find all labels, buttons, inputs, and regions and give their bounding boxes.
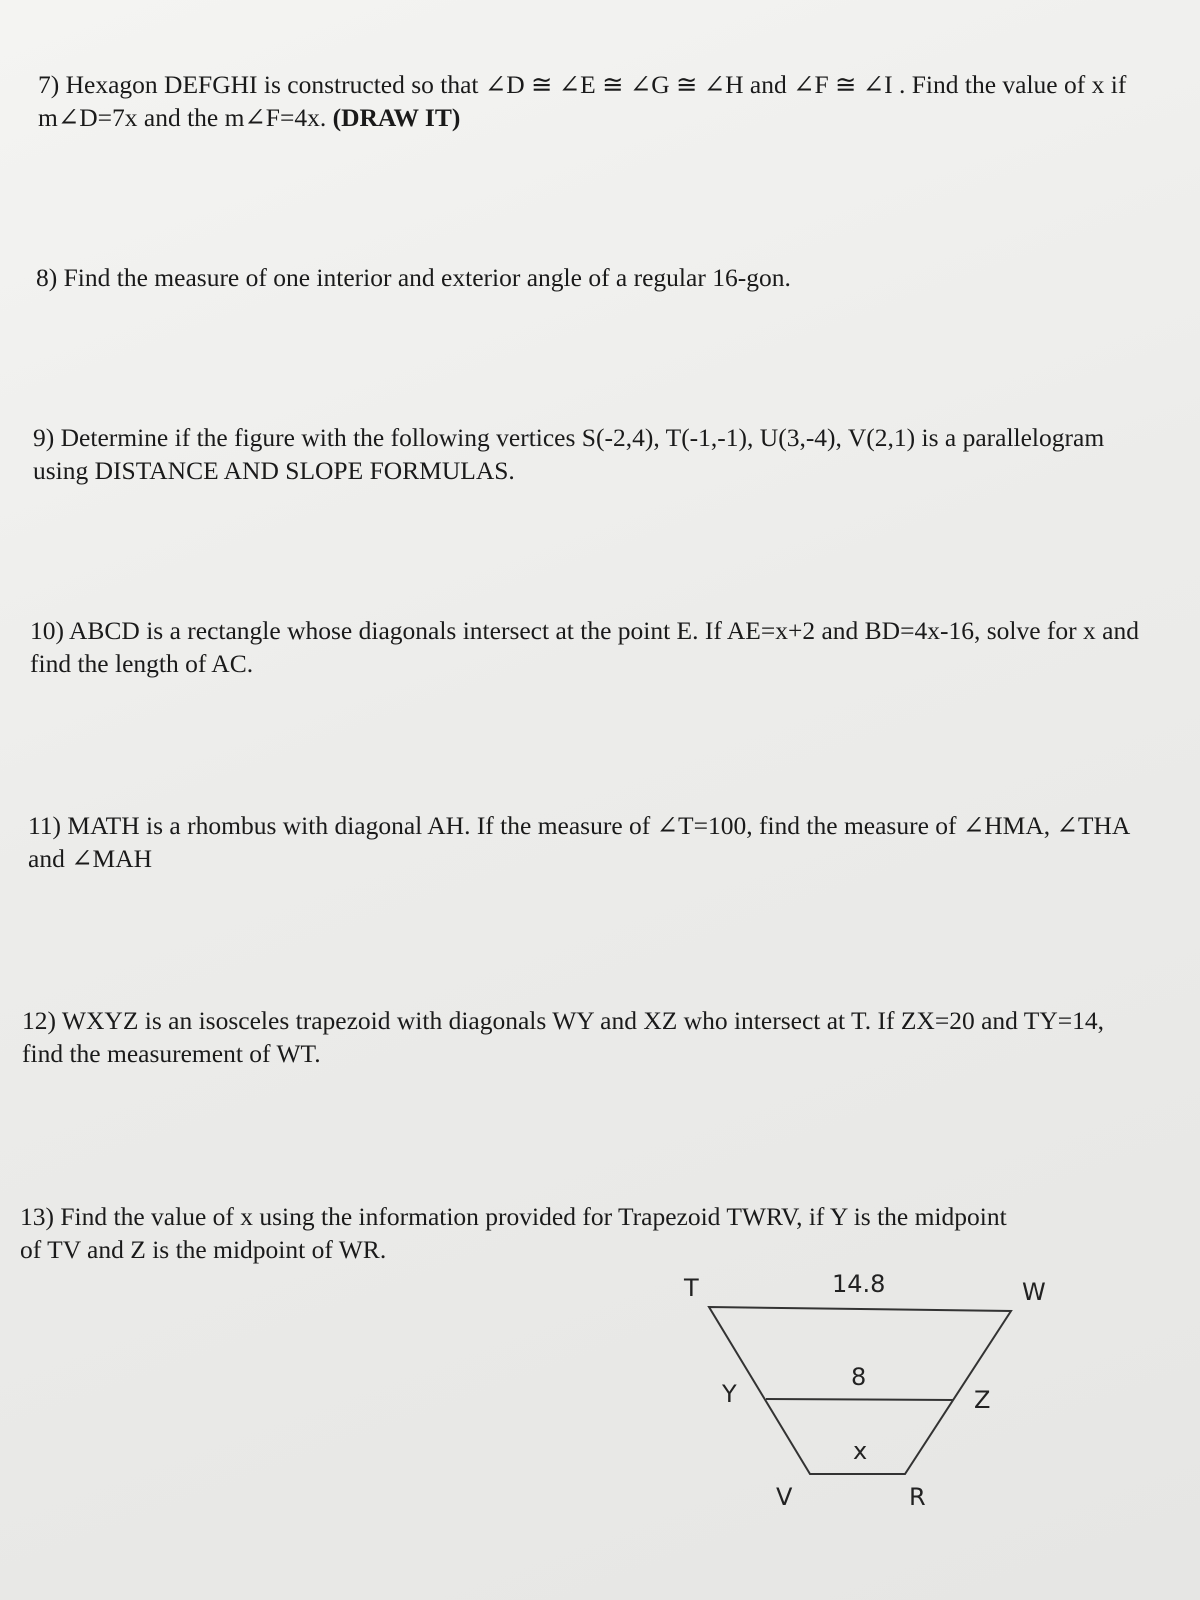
bottom-base-label: x xyxy=(853,1437,868,1465)
question-number: 7) xyxy=(38,70,60,99)
vertex-label-v: V xyxy=(776,1483,793,1511)
question-text: MATH is a rhombus with diagonal AH. If the measure of ∠T=100, find the measure of ∠HMA, ∠THA and ∠MAH xyxy=(28,811,1129,873)
question-number: 9) xyxy=(33,423,55,452)
question-text: WXYZ is an isosceles trapezoid with diagonals WY and XZ who intersect at T. If ZX=20 and TY=14, find the measurement of WT. xyxy=(22,1006,1105,1068)
vertex-label-t: T xyxy=(684,1274,699,1302)
vertex-label-z: Z xyxy=(974,1386,991,1414)
midsegment-yz xyxy=(766,1399,953,1400)
vertex-label-y: Y xyxy=(722,1380,737,1408)
question-text: Determine if the figure with the following vertices S(-2,4), T(-1,-1), U(3,-4), V(2,1) is a parallelogram using DISTANCE AND SLOPE FORMULAS. xyxy=(33,423,1105,485)
question-number: 12) xyxy=(22,1006,56,1035)
question-emphasis: (DRAW IT) xyxy=(332,103,461,132)
vertex-label-r: R xyxy=(909,1483,926,1511)
question-number: 11) xyxy=(28,811,62,840)
midsegment-label: 8 xyxy=(851,1363,867,1391)
question-text: Hexagon DEFGHI is constructed so that ∠D ≅ ∠E ≅ ∠G ≅ ∠H and ∠F ≅ ∠I . Find the value of x if m∠D=7x and the m∠F=4x. xyxy=(38,70,1127,132)
question-text: ABCD is a rectangle whose diagonals intersect at the point E. If AE=x+2 and BD=4x-16, solve for x and find the length of AC. xyxy=(30,616,1139,678)
question-number: 10) xyxy=(30,616,64,645)
question-text: Find the measure of one interior and exterior angle of a regular 16-gon. xyxy=(63,263,791,292)
question-text: Find the value of x using the information provided for Trapezoid TWRV, if Y is the midpoint of TV and Z is the midpoint of WR. xyxy=(20,1202,1007,1264)
question-number: 8) xyxy=(36,263,58,292)
question-number: 13) xyxy=(20,1202,54,1231)
vertex-label-w: W xyxy=(1022,1278,1046,1306)
top-base-label: 14.8 xyxy=(832,1270,886,1298)
